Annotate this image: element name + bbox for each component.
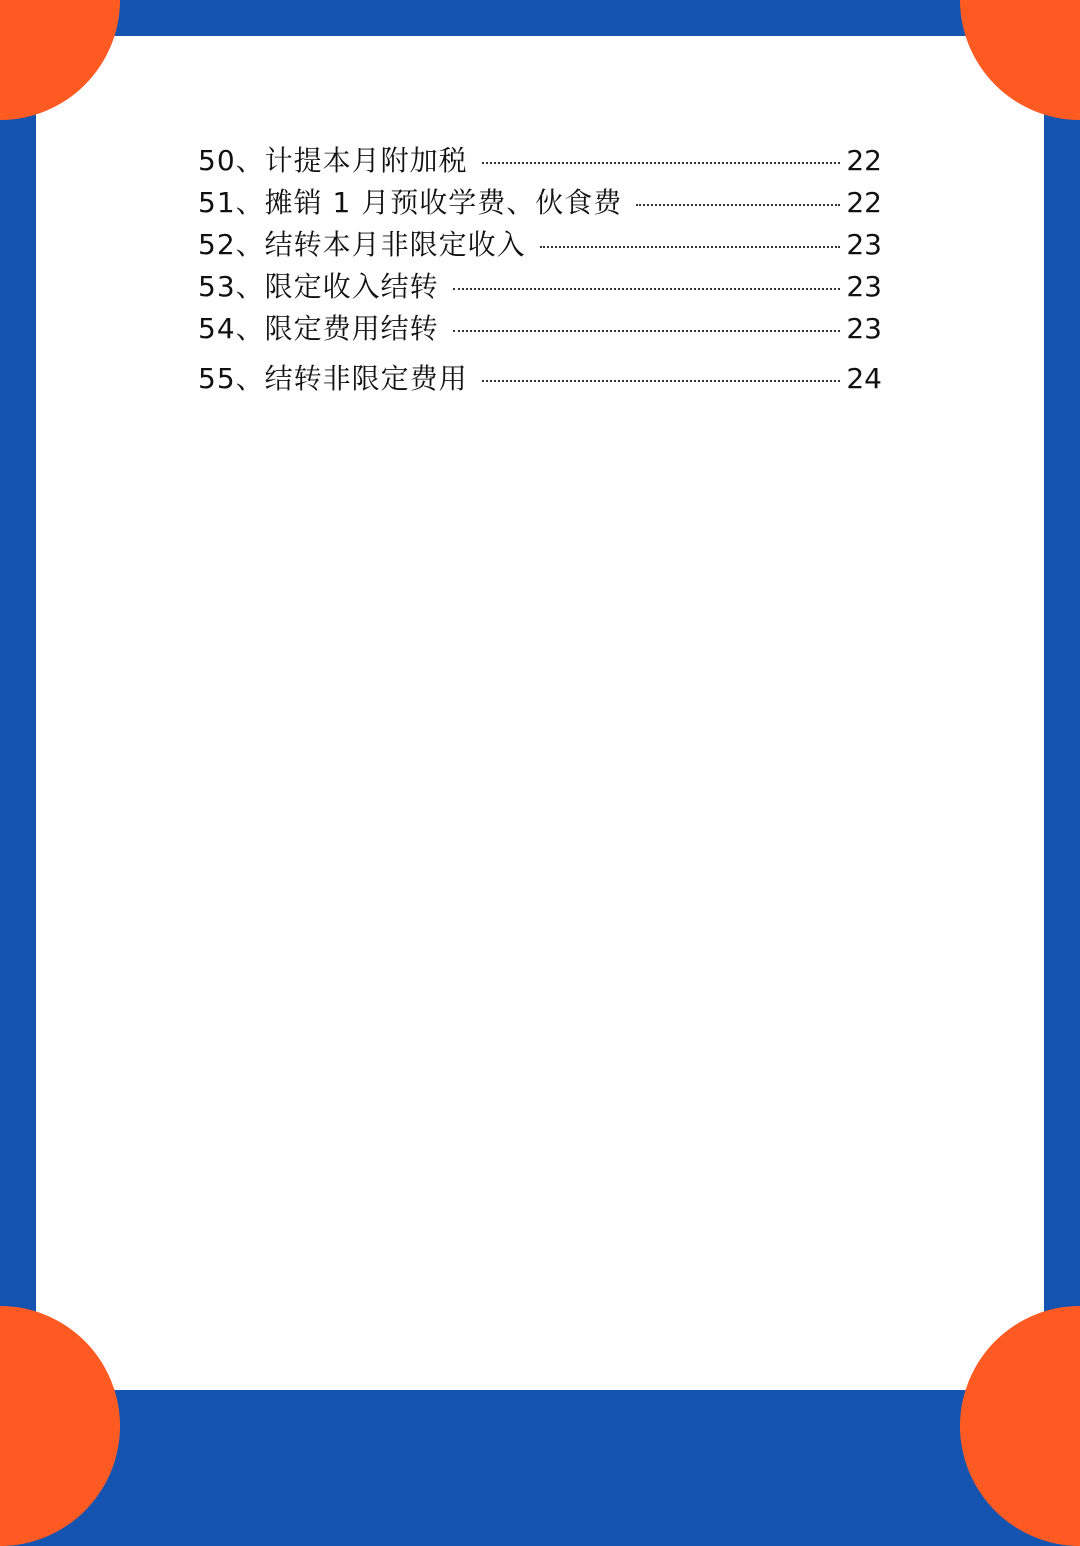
toc-page-number: 22 [846, 144, 882, 177]
dot-leader [453, 288, 841, 290]
toc-entry-title: 51、摊销 1 月预收学费、伙食费 [198, 186, 623, 219]
toc-entry-52[interactable] [198, 224, 882, 266]
toc-page-number: 23 [846, 270, 882, 303]
toc-entry-54[interactable] [198, 308, 882, 350]
toc-entry-title: 50、计提本月附加税 [198, 144, 468, 177]
dot-leader [482, 380, 841, 382]
dot-leader [453, 330, 841, 332]
toc-entry-title: 55、结转非限定费用 [198, 362, 468, 395]
toc-page-number: 22 [846, 186, 882, 219]
toc-page-number: 23 [846, 228, 882, 261]
toc-entry-53[interactable] [198, 266, 882, 308]
toc-entry-55[interactable] [198, 350, 882, 400]
toc-entry-title: 52、结转本月非限定收入 [198, 228, 526, 261]
toc-entry-title: 54、限定费用结转 [198, 312, 439, 345]
toc-page-number: 23 [846, 312, 882, 345]
toc-entry-50[interactable] [198, 140, 882, 182]
table-of-contents [198, 140, 882, 400]
dot-leader [482, 162, 841, 164]
dot-leader [540, 246, 841, 248]
toc-entry-title: 53、限定收入结转 [198, 270, 439, 303]
dot-leader [636, 204, 840, 206]
toc-page-number: 24 [846, 362, 882, 395]
toc-entry-51[interactable] [198, 182, 882, 224]
